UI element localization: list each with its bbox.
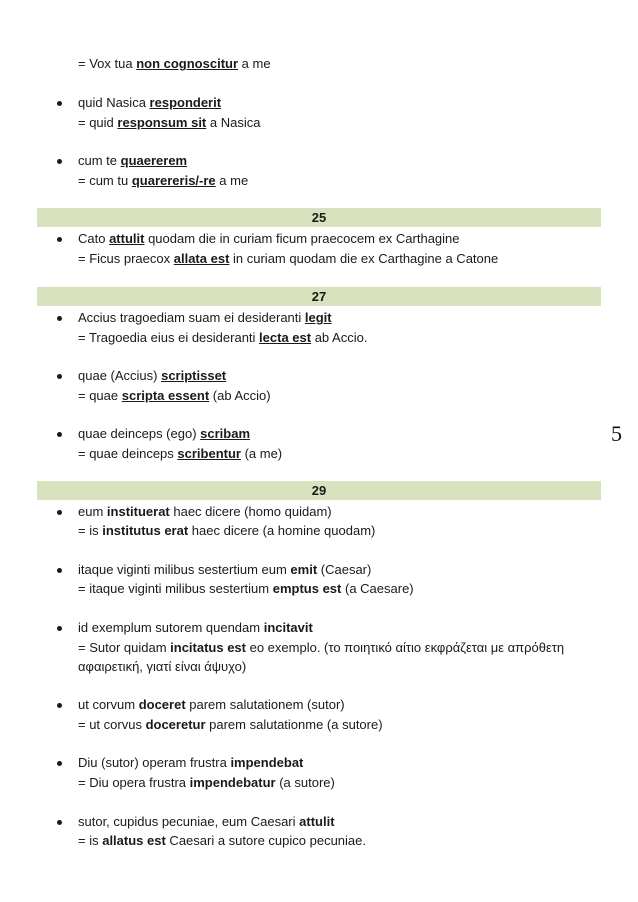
- list-item: cum te quaererem: [78, 153, 188, 168]
- bullet: [57, 101, 62, 106]
- list-item-transform: = cum tu quarereris/-re a me: [78, 173, 249, 188]
- list-item-transform: = quid responsum sit a Nasica: [78, 115, 261, 130]
- list-item-transform: = Ficus praecox allata est in curiam quodam die ex Carthagine a Catone: [78, 251, 499, 266]
- bullet: [57, 316, 62, 321]
- page-number: 5: [611, 421, 622, 446]
- list-item: quid Nasica responderit: [78, 95, 222, 110]
- bullet: [57, 374, 62, 379]
- bullet: [57, 568, 62, 573]
- list-item: ut corvum doceret parem salutationem (sutor): [78, 697, 345, 712]
- section-header: 29: [37, 481, 601, 500]
- bullet: [57, 703, 62, 708]
- list-item: Accius tragoediam suam ei desideranti legit: [78, 310, 332, 325]
- list-item-transform: = Sutor quidam incitatus est eo exemplo. (το ποιητικό αίτιο εκφράζεται με απρόθετη: [78, 640, 565, 655]
- list-item-transform: = quae deinceps scribentur (a me): [78, 446, 283, 461]
- list-item-transform: = quae scripta essent (ab Accio): [78, 388, 271, 403]
- list-item: Diu (sutor) operam frustra impendebat: [78, 755, 304, 770]
- bullet: [57, 510, 62, 515]
- bullet: [57, 159, 62, 164]
- list-item: quae deinceps (ego) scribam: [78, 426, 251, 441]
- intro-line: = Vox tua non cognoscitur a me: [78, 56, 271, 71]
- section-header: 25: [37, 208, 601, 227]
- list-item: Cato attulit quodam die in curiam ficum praecocem ex Carthagine: [78, 231, 460, 246]
- list-item: id exemplum sutorem quendam incitavit: [78, 620, 313, 635]
- list-item-transform: = itaque viginti milibus sestertium emptus est (a Caesare): [78, 581, 414, 596]
- bullet: [57, 820, 62, 825]
- list-item: itaque viginti milibus sestertium eum emit (Caesar): [78, 562, 372, 577]
- list-item: sutor, cupidus pecuniae, eum Caesari attulit: [78, 814, 335, 829]
- list-item: quae (Accius) scriptisset: [78, 368, 227, 383]
- list-item-note: αφαιρετική, γιατί είναι άψυχο): [78, 659, 247, 674]
- bullet: [57, 432, 62, 437]
- list-item-transform: = Tragoedia eius ei desideranti lecta est ab Accio.: [78, 330, 368, 345]
- list-item-transform: = is allatus est Caesari a sutore cupico pecuniae.: [78, 833, 366, 848]
- bullet: [57, 761, 62, 766]
- list-item-transform: = is institutus erat haec dicere (a homine quodam): [78, 523, 376, 538]
- section-header: 27: [37, 287, 601, 306]
- list-item-transform: = ut corvus doceretur parem salutationme (a sutore): [78, 717, 383, 732]
- list-item-transform: = Diu opera frustra impendebatur (a sutore): [78, 775, 335, 790]
- bullet: [57, 237, 62, 242]
- list-item: eum instituerat haec dicere (homo quidam): [78, 504, 332, 519]
- bullet: [57, 626, 62, 631]
